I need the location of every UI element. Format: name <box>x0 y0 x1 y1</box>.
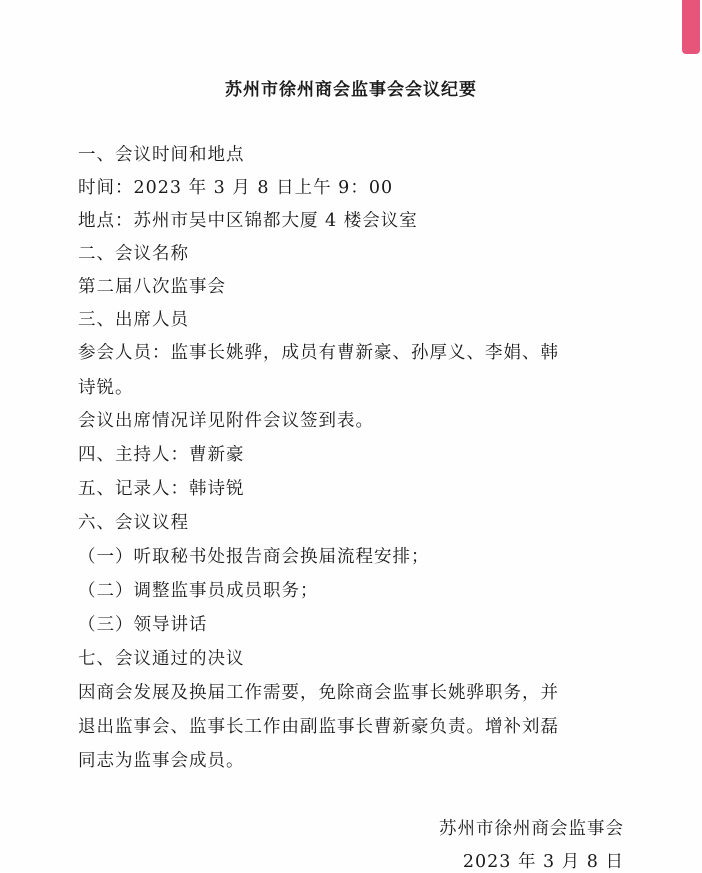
section-heading: 四、主持人：曹新豪 <box>78 445 245 465</box>
section-heading: 三、出席人员 <box>78 310 189 330</box>
signature-org: 苏州市徐州商会监事会 <box>439 819 624 839</box>
body-line: 诗锐。 <box>78 378 134 398</box>
page-tab-marker <box>682 0 700 54</box>
section-heading: 五、记录人：韩诗锐 <box>78 479 245 499</box>
body-line: 同志为监事会成员。 <box>78 751 245 771</box>
signature-date: 2023 年 3 月 8 日 <box>462 852 624 872</box>
section-heading: 二、会议名称 <box>78 244 189 264</box>
body-line: 退出监事会、监事长工作由副监事长曹新豪负责。增补刘磊 <box>78 717 559 737</box>
section-heading: 一、会议时间和地点 <box>78 145 245 165</box>
agenda-item: （一）听取秘书处报告商会换届流程安排； <box>78 547 430 567</box>
body-line: 第二届八次监事会 <box>78 277 226 297</box>
section-heading: 七、会议通过的决议 <box>78 649 245 669</box>
body-line: 因商会发展及换届工作需要，免除商会监事长姚骅职务，并 <box>78 683 559 703</box>
section-heading: 六、会议议程 <box>78 513 189 533</box>
body-line: 参会人员：监事长姚骅，成员有曹新豪、孙厚义、李娟、韩 <box>78 343 559 363</box>
agenda-item: （三）领导讲话 <box>78 615 208 635</box>
body-line: 时间：2023 年 3 月 8 日上午 9：00 <box>78 178 394 198</box>
document-title: 苏州市徐州商会监事会会议纪要 <box>225 80 477 100</box>
body-line: 地点：苏州市吴中区锦都大厦 4 楼会议室 <box>78 211 418 231</box>
agenda-item: （二）调整监事员成员职务； <box>78 581 319 601</box>
body-line: 会议出席情况详见附件会议签到表。 <box>78 411 374 431</box>
